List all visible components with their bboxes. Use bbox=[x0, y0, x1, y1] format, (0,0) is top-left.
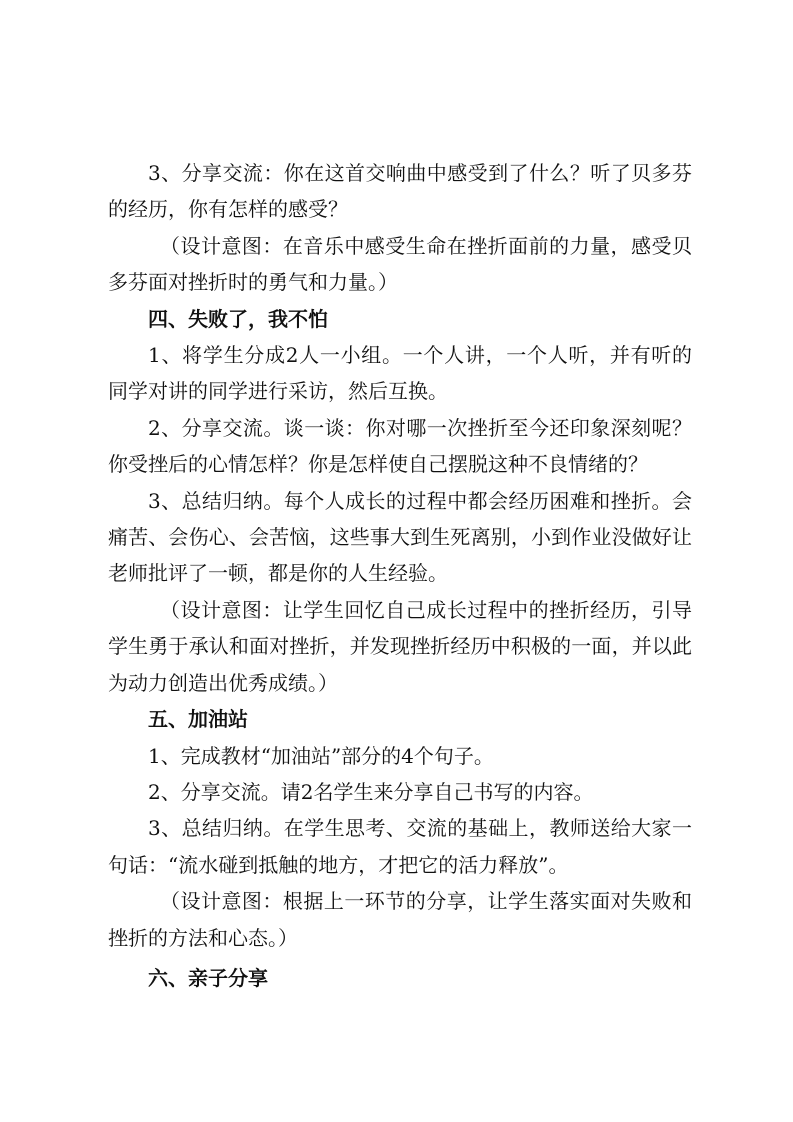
section-heading-5: 五、加油站 bbox=[148, 707, 248, 732]
section-heading-4: 四、失败了，我不怕 bbox=[148, 306, 328, 331]
paragraph-share-frustration: 2、分享交流。谈一谈：你对哪一次挫折至今还印象深刻呢？你受挫后的心情怎样？你是怎样使自己摆脱这种不良情绪的？ bbox=[108, 415, 692, 477]
design-intent-note-3: （设计意图：根据上一环节的分享，让学生落实面对失败和挫折的方法和心态。） bbox=[108, 889, 692, 950]
design-intent-note-1: （设计意图：在音乐中感受生命在挫折面前的力量，感受贝多芬面对挫折时的勇气和力量。） bbox=[108, 233, 692, 295]
design-intent-note-2: （设计意图：让学生回忆自己成长过程中的挫折经历，引导学生勇于承认和面对挫折，并发现挫折经历中积极的一面，并以此为动力创造出优秀成绩。） bbox=[108, 597, 692, 695]
paragraph-teacher-quote: 3、总结归纳。在学生思考、交流的基础上，教师送给大家一句话：“流水碰到抵触的地方，才把它的活力释放”。 bbox=[108, 816, 692, 877]
paragraph-share-writing: 2、分享交流。请2名学生来分享自己书写的内容。 bbox=[148, 779, 594, 804]
document-page bbox=[108, 155, 692, 996]
section-heading-6: 六、亲子分享 bbox=[148, 965, 268, 990]
paragraph-share-symphony: 3、分享交流：你在这首交响曲中感受到了什么？听了贝多芬的经历，你有怎样的感受？ bbox=[108, 161, 692, 222]
paragraph-complete-sentences: 1、完成教材“加油站”部分的4个句子。 bbox=[148, 743, 494, 768]
paragraph-summary-growth: 3、总结归纳。每个人成长的过程中都会经历困难和挫折。会痛苦、会伤心、会苦恼，这些事大到生死离别，小到作业没做好让老师批评了一顿，都是你的人生经验。 bbox=[108, 488, 692, 586]
paragraph-group-interview: 1、将学生分成2人一小组。一个人讲，一个人听，并有听的同学对讲的同学进行采访，然后互换。 bbox=[108, 343, 692, 404]
